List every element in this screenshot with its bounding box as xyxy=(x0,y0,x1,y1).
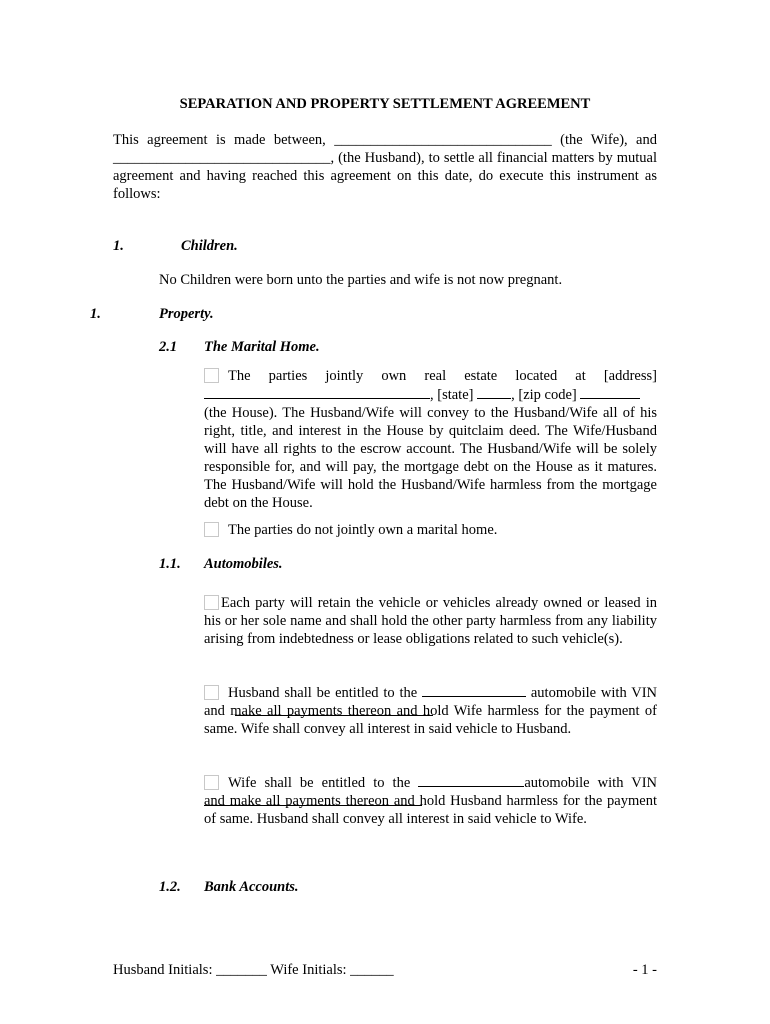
joint-home-text-a: The parties jointly own real estate located at [address] xyxy=(228,368,657,384)
wife-name-blank[interactable]: ______________________________ xyxy=(334,132,552,148)
checkbox-no-home[interactable] xyxy=(204,522,219,537)
subsection-marital-home-heading: The Marital Home. xyxy=(204,339,320,355)
husband-automobile-blank[interactable] xyxy=(422,683,526,697)
husband-vehicle-text-c: and make all payments thereon and hold Wife harmless for the payment of same. Wife shall convey all interest in said vehicle to Husband. xyxy=(204,703,657,737)
husband-name-blank[interactable]: ______________________________ xyxy=(113,150,331,166)
subsection-marital-home-number: 2.1 xyxy=(159,339,178,355)
wife-vehicle-text-c: and make all payments thereon and hold Husband harmless for the payment of same. Husband shall convey all interest in said vehicle to Wife. xyxy=(204,793,657,827)
section-property-heading: Property. xyxy=(159,306,214,322)
intro-text-1: This agreement is made between, xyxy=(113,132,326,148)
wife-vehicle-text-b: automobile with VIN xyxy=(524,775,658,791)
intro-text-2: (the Wife), and xyxy=(560,132,657,148)
marital-home-option-none xyxy=(204,521,657,539)
husband-vin-blank[interactable] xyxy=(235,701,433,716)
checkbox-husband-vehicle[interactable] xyxy=(204,685,219,700)
checkbox-joint-home[interactable] xyxy=(204,368,219,383)
joint-home-text-b: (the House). The Husband/Wife will convey to the Husband/Wife all of his right, title, and interest in the House by quitclaim deed. The Wife/Husband will have all rights to the escrow account. The Husband/Wife will be solely responsible for, and will pay, the mortgage debt on the House as it matures. The Husband/Wife will hold the Husband/Wife harmless from the mortgage debt on the House. xyxy=(204,405,657,511)
subsection-bank-accounts-number: 1.2. xyxy=(159,879,181,895)
wife-vin-blank[interactable] xyxy=(204,791,422,806)
retain-vehicles-text: Each party will retain the vehicle or vehicles already owned or leased in his or her sole name and shall hold the other party harmless from any liability arising from indebtedness or lease obligations related to such vehicle(s). xyxy=(204,595,657,647)
page-number: - 1 - xyxy=(632,962,657,978)
document-title: SEPARATION AND PROPERTY SETTLEMENT AGREEMENT xyxy=(179,96,591,112)
intro-paragraph xyxy=(113,131,657,203)
address-blank[interactable] xyxy=(204,385,430,399)
checkbox-retain-vehicles[interactable] xyxy=(204,595,219,610)
wife-vehicle-text-a: Wife shall be entitled to the xyxy=(228,775,411,791)
no-home-text: The parties do not jointly own a marital home. xyxy=(228,522,498,538)
subsection-automobiles-number: 1.1. xyxy=(159,556,181,572)
subsection-automobiles-heading: Automobiles. xyxy=(204,556,283,572)
automobile-option-retain xyxy=(204,594,657,648)
section-children-heading: Children. xyxy=(181,238,238,254)
wife-automobile-blank[interactable] xyxy=(418,773,524,787)
zip-blank[interactable] xyxy=(580,385,640,399)
marital-home-option-joint xyxy=(204,367,657,512)
state-blank[interactable] xyxy=(477,385,511,399)
state-label: , [state] xyxy=(430,387,474,403)
section-children-text: No Children were born unto the parties and wife is not now pregnant. xyxy=(159,272,563,288)
checkbox-wife-vehicle[interactable] xyxy=(204,775,219,790)
section-children-number: 1. xyxy=(113,238,124,254)
section-property-number: 1. xyxy=(90,306,101,322)
footer-initials: Husband Initials: _______ Wife Initials: ______ xyxy=(113,962,394,978)
husband-vehicle-text-b: automobile with VIN xyxy=(530,685,658,701)
subsection-bank-accounts-heading: Bank Accounts. xyxy=(204,879,299,895)
husband-vehicle-text-a: Husband shall be entitled to the xyxy=(228,685,418,701)
intro-text-3: , (the Husband), to settle all financial matters by mutual agreement and having reached this agreement on this date, do execute this instrument as follows: xyxy=(113,150,657,202)
zip-label: , [zip code] xyxy=(511,387,577,403)
